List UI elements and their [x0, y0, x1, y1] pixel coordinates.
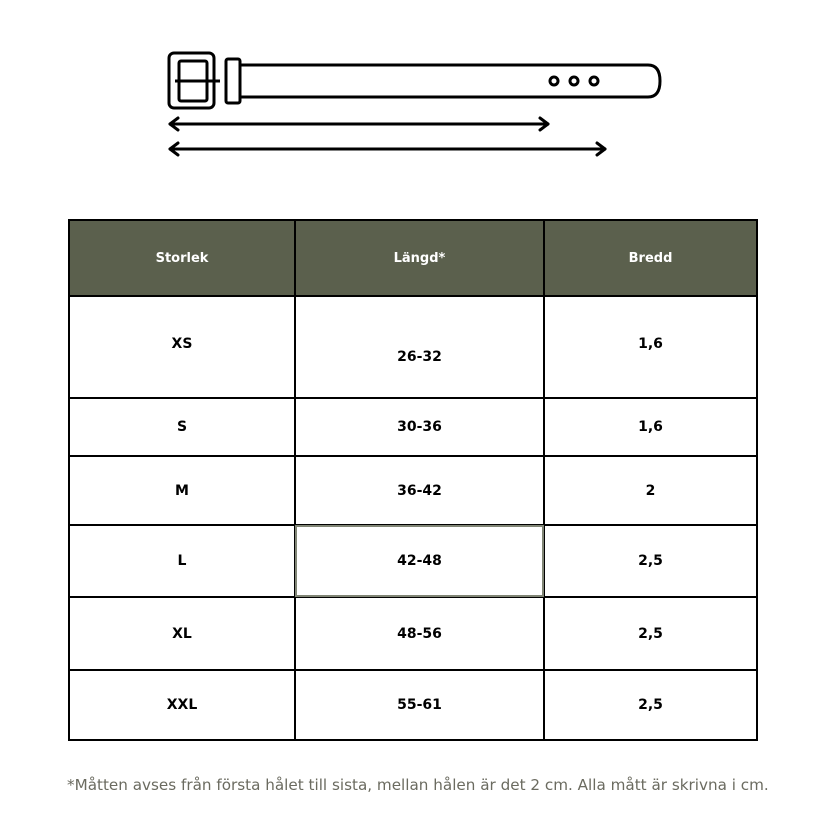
cell-length: 55-61 — [295, 670, 544, 740]
table-row — [69, 296, 757, 398]
footnote: *Måtten avses från första hålet till sista, mellan hålen är det 2 cm. Alla mått är skrivna i cm. — [67, 776, 769, 794]
header-length: Längd* — [295, 220, 544, 296]
measure-arrow-short — [170, 118, 548, 130]
header-width: Bredd — [544, 220, 757, 296]
measure-arrow-long — [170, 143, 605, 155]
cell-width: 2,5 — [544, 670, 757, 740]
cell-length: 30-36 — [295, 398, 544, 456]
cell-width: 2,5 — [544, 525, 757, 597]
cell-size: L — [69, 525, 295, 597]
table-row — [69, 456, 757, 525]
cell-width: 2,5 — [544, 597, 757, 670]
cell-width: 1,6 — [544, 398, 757, 456]
table-header-row — [69, 220, 757, 296]
table-row — [69, 597, 757, 670]
cell-length: 36-42 — [295, 456, 544, 525]
cell-size: M — [69, 456, 295, 525]
belt-diagram — [160, 45, 670, 165]
cell-size: XL — [69, 597, 295, 670]
cell-length: 48-56 — [295, 597, 544, 670]
size-table — [68, 219, 758, 741]
cell-length: 42-48 — [295, 525, 544, 597]
cell-size: XXL — [69, 670, 295, 740]
header-size: Storlek — [69, 220, 295, 296]
belt-icon — [169, 53, 660, 108]
table-row — [69, 525, 757, 597]
cell-width: 2 — [544, 456, 757, 525]
table-row — [69, 670, 757, 740]
cell-size: XS — [69, 296, 295, 398]
table-row — [69, 398, 757, 456]
cell-length: 26-32 — [295, 296, 544, 398]
cell-width: 1,6 — [544, 296, 757, 398]
cell-size: S — [69, 398, 295, 456]
